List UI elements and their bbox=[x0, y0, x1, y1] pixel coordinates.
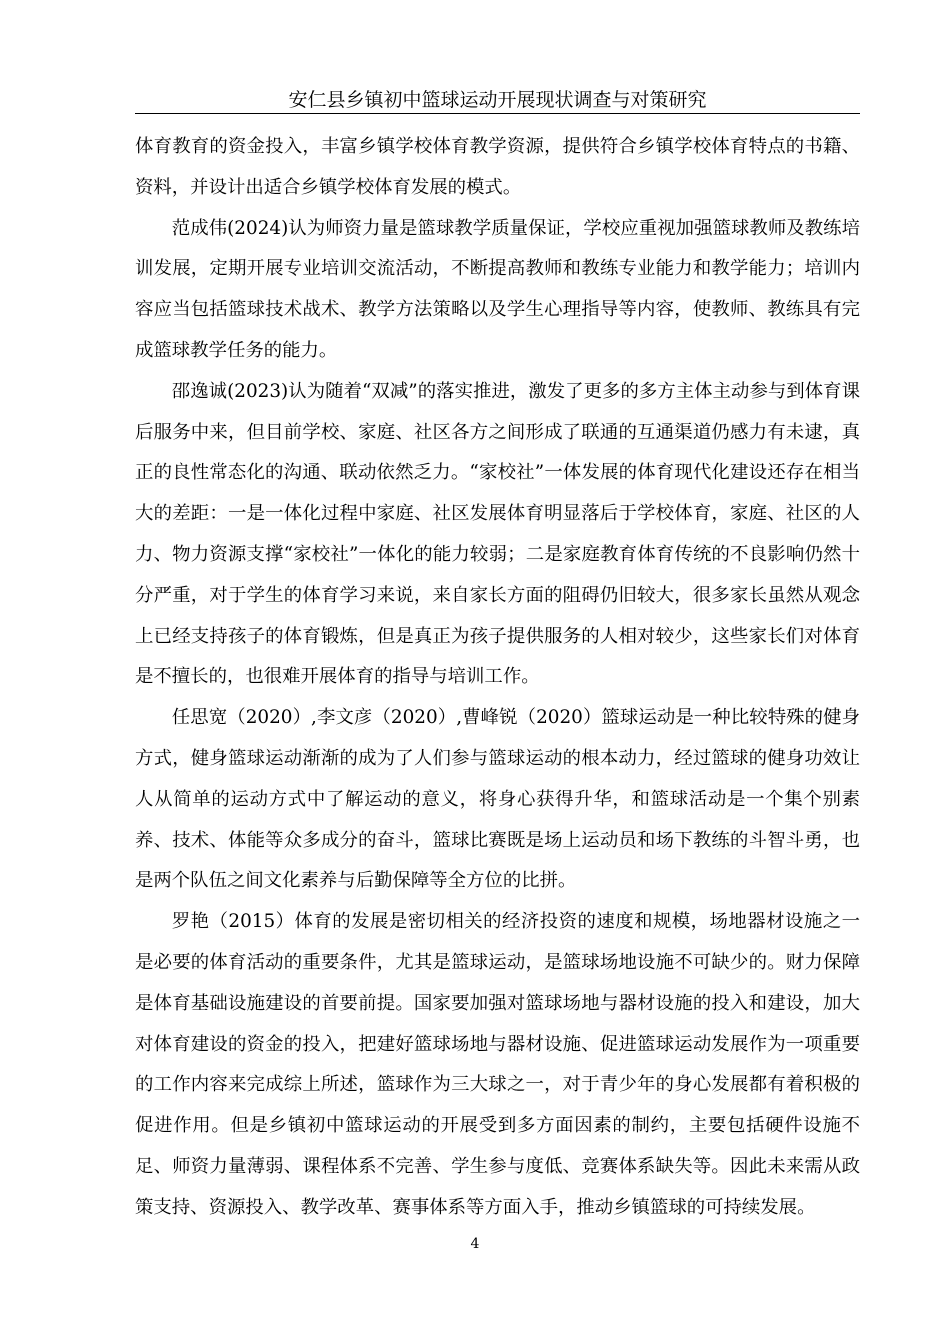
paragraph-shao-yicheng: 邵逸诚(2023)认为随着“双减”的落实推进，激发了更多的多方主体主动参与到体育课后服务中来，但目前学校、家庭、社区各方之间形成了联通的互通渠道仍感力有未逮，真正的良性常态化的沟通、联动依然乏力。“家校社”一体发展的体育现代化建设还存在相当大的差距：一是一体化过程中家庭、社区发展体育明显落后于学校体育，家庭、社区的人力、物力资源支撑“家校社”一体化的能力较弱；二是家庭教育体育传统的不良影响仍然十分严重，对于学生的体育学习来说，来自家长方面的阻碍仍旧较大，很多家长虽然从观念上已经支持孩子的体育锻炼，但是真正为孩子提供服务的人相对较少，这些家长们对体育是不擅长的，也很难开展体育的指导与培训工作。 bbox=[135, 380, 860, 688]
paragraph-luo-yan: 罗艳（2015）体育的发展是密切相关的经济投资的速度和规模，场地器材设施之一是必要的体育活动的重要条件，尤其是篮球运动，是篮球场地设施不可缺少的。财力保障是体育基础设施建设的首要前提。国家要加强对篮球场地与器材设施的投入和建设，加大对体育建设的资金的投入，把建好篮球场地与器材设施、促进篮球运动发展作为一项重要的工作内容来完成综上所述，篮球作为三大球之一，对于青少年的身心发展都有着积极的促进作用。但是乡镇初中篮球运动的开展受到多方面因素的制约，主要包括硬件设施不足、师资力量薄弱、课程体系不完善、学生参与度低、竞赛体系缺失等。因此未来需从政策支持、资源投入、教学改革、赛事体系等方面入手，推动乡镇篮球的可持续发展。 bbox=[135, 911, 860, 1218]
page-number: 4 bbox=[470, 1236, 480, 1252]
header-rule bbox=[135, 113, 860, 114]
paragraph-ren-sikuan: 任思宽（2020）,李文彦（2020）,曹峰锐（2020）篮球运动是一种比较特殊的健身方式，健身篮球运动渐渐的成为了人们参与篮球运动的根本动力，经过篮球的健身功效让人从简单的运动方式中了解运动的意义，将身心获得升华，和篮球活动是一个集个别素养、技术、体能等众多成分的奋斗，篮球比赛既是场上运动员和场下教练的斗智斗勇，也是两个队伍之间文化素养与后勤保障等全方位的比拼。 bbox=[135, 707, 860, 892]
running-header-title: 安仁县乡镇初中篮球运动开展现状调查与对策研究 bbox=[288, 89, 707, 111]
paragraph-continued: 体育教育的资金投入，丰富乡镇学校体育教学资源，提供符合乡镇学校体育特点的书籍、资料，并设计出适合乡镇学校体育发展的模式。 bbox=[135, 136, 860, 198]
paragraph-fan-chengwei: 范成伟(2024)认为师资力量是篮球教学质量保证，学校应重视加强篮球教师及教练培训发展，定期开展专业培训交流活动，不断提高教师和教练专业能力和教学能力；培训内容应当包括篮球技术战术、教学方法策略以及学生心理指导等内容，使教师、教练具有完成篮球教学任务的能力。 bbox=[135, 217, 860, 361]
body-text bbox=[135, 127, 860, 1229]
